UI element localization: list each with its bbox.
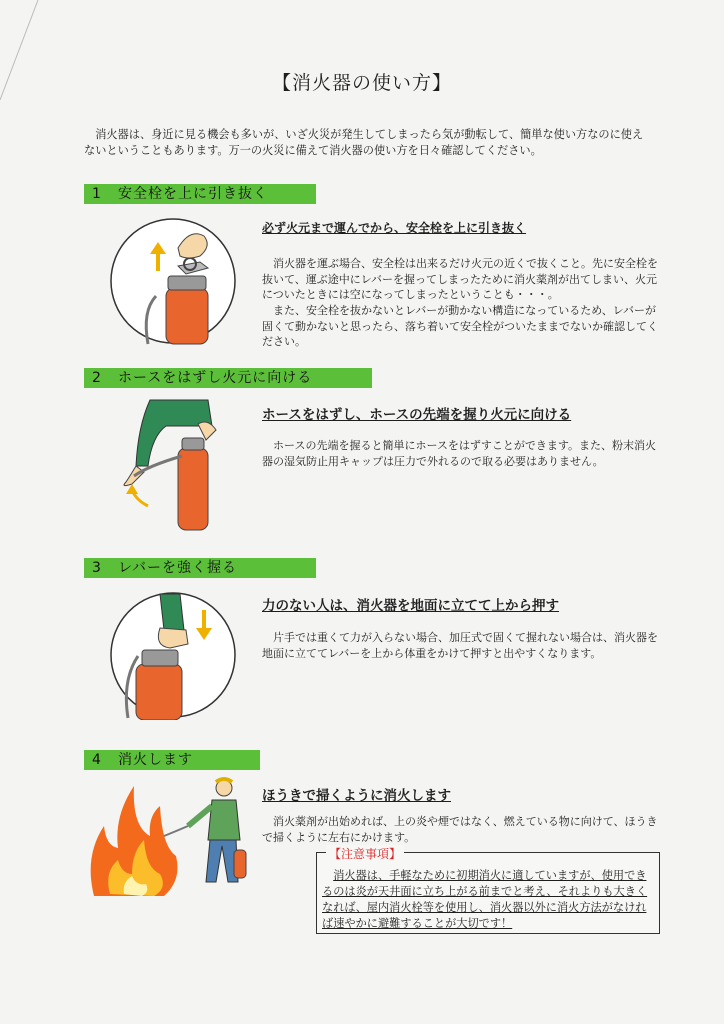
section-4-paragraph-1: 消火薬剤が出始めれば、上の炎や煙ではなく、燃えている物に向けて、ほうきで掃くように左右にかけます。 <box>262 815 658 844</box>
section-4-number: 4 <box>92 752 102 768</box>
section-4-subheading: ほうきで掃くように消火します <box>262 788 451 804</box>
section-3-subheading: 力のない人は、消火器を地面に立てて上から押す <box>262 598 559 614</box>
caution-text: 消火器は、手軽なために初期消火に適していますが、使用できるのは炎が天井面に立ち上がる前までと考え、それよりも大きくなれば、屋内消火栓等を使用し、消火器以外に消火方法がなければ速やかに避難することが大切です！ <box>322 869 648 930</box>
caution-title: 【注意事項】 <box>326 845 404 862</box>
section-1-heading: 安全栓を上に引き抜く <box>118 186 268 202</box>
section-1-subheading: 必ず火元まで運んでから、安全栓を上に引き抜く <box>262 221 527 235</box>
section-1-heading-bar <box>84 184 316 204</box>
section-2-number: 2 <box>92 370 102 386</box>
section-4-heading-bar <box>84 750 260 770</box>
section-3-paragraph-1: 片手では重くて力が入らない場合、加圧式で固くて握れない場合は、消火器を地面に立ててレバーを上から体重をかけて押すと出やすくなります。 <box>262 631 658 660</box>
section-2-paragraph-1: ホースの先端を握ると簡単にホースをはずすことができます。また、粉末消火器の湿気防止用キャップは圧力で外れるので取る必要はありません。 <box>262 439 657 468</box>
section-3-heading: レバーを強く握る <box>118 560 238 576</box>
squeeze-lever-illustration <box>108 590 238 720</box>
pull-safety-pin-illustration <box>108 216 238 346</box>
section-4-heading: 消火します <box>118 752 193 768</box>
section-1-paragraph-2: また、安全栓を抜かないとレバーが動かない構造になっているため、レバーが固くて動かないと思ったら、落ち着いて安全栓がついたままでないか確認してください。 <box>262 304 658 348</box>
section-2-heading-bar <box>84 368 372 388</box>
section-1-paragraph-1: 消火器を運ぶ場合、安全栓は出来るだけ火元の近くで抜くこと。先に安全栓を抜いて、運ぶ途中にレバーを握ってしまったために消火薬剤が出てしまい、火元についたときには空になってしまったということも・・・。 <box>262 257 658 301</box>
page-title: 【消火器の使い方】 <box>271 72 452 94</box>
section-1-number: 1 <box>92 186 102 202</box>
section-2-subheading: ホースをはずし、ホースの先端を握り火元に向ける <box>262 407 572 423</box>
section-3-number: 3 <box>92 560 102 576</box>
intro-paragraph: 消火器は、身近に見る機会も多いが、いざ火災が発生してしまったら気が動転して、簡単な使い方なのに使えないということもあります。万一の火災に備えて消火器の使い方を日々確認してください。 <box>84 128 644 157</box>
section-3-heading-bar <box>84 558 316 578</box>
aim-hose-illustration <box>108 396 228 536</box>
section-2-heading: ホースをはずし火元に向ける <box>118 370 313 386</box>
sweep-fire-illustration <box>84 776 254 906</box>
